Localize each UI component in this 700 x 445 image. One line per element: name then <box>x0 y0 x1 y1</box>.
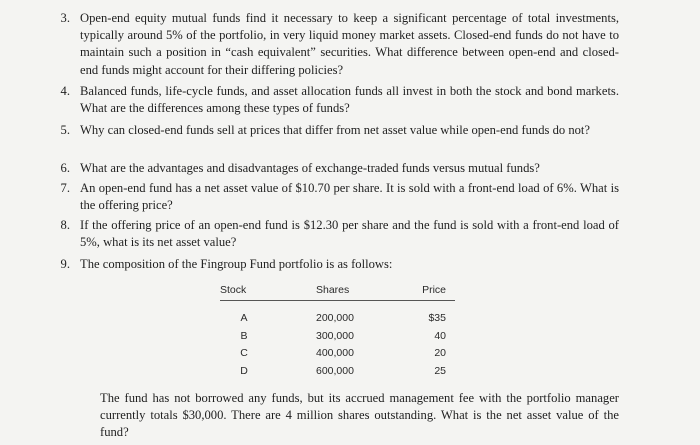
table-header <box>220 284 455 301</box>
question-4 <box>60 83 619 117</box>
header-price: Price <box>422 284 446 296</box>
question-9 <box>60 256 619 273</box>
table-row <box>220 365 455 383</box>
question-number: 8. <box>60 218 70 232</box>
question-text: Why can closed-end funds sell at prices that differ from net asset value while open-end funds do not? <box>80 123 591 137</box>
table-row <box>220 330 455 348</box>
question-8 <box>60 217 619 251</box>
question-number: 6. <box>60 161 70 175</box>
header-shares: Shares <box>316 284 350 296</box>
cell-shares: 400,000 <box>316 347 354 359</box>
cell-stock: A <box>240 312 248 324</box>
question-9-followup: The fund has not borrowed any funds, but its accrued management fee with the portfolio manager currently totals $30,000. There are 4 million shares outstanding. What is the net asset value of the fund? <box>100 391 619 440</box>
header-stock: Stock <box>220 284 247 296</box>
question-text: The composition of the Fingroup Fund portfolio is as follows: <box>80 257 393 271</box>
cell-shares: 600,000 <box>316 364 354 377</box>
question-text: An open-end fund has a net asset value of $10.70 per share. It is sold with a front-end load of 6%. What is the offering price? <box>80 181 619 213</box>
cell-stock: D <box>240 364 248 377</box>
question-number: 7. <box>60 181 70 195</box>
cell-shares: 300,000 <box>316 329 354 342</box>
portfolio-table <box>220 284 455 382</box>
question-3 <box>60 10 619 79</box>
question-text: Balanced funds, life-cycle funds, and asset allocation funds all invest in both the stock and bond markets. What are the differences among these types of funds? <box>80 84 619 116</box>
question-5 <box>60 122 619 139</box>
table-row <box>220 347 455 365</box>
cell-stock: B <box>240 329 248 342</box>
question-number: 4. <box>60 84 70 98</box>
cell-price: 25 <box>434 364 446 377</box>
question-number: 9. <box>60 257 70 271</box>
question-number: 3. <box>60 11 70 25</box>
question-text: What are the advantages and disadvantages of exchange-traded funds versus mutual funds? <box>80 161 540 175</box>
cell-price: 40 <box>434 329 446 342</box>
cell-price: $35 <box>428 312 446 324</box>
cell-shares: 200,000 <box>316 312 354 324</box>
table-row <box>220 312 455 330</box>
cell-price: 20 <box>434 347 446 359</box>
question-7 <box>60 180 619 214</box>
question-number: 5. <box>60 123 70 137</box>
cell-stock: C <box>240 347 248 359</box>
question-6 <box>60 160 619 177</box>
question-text: Open-end equity mutual funds find it necessary to keep a significant percentage of total investments, typically around 5% of the portfolio, in very liquid money market assets. Closed-end funds do not have to maintain such a position in “cash equivalent” securities. What difference between open-end and closed-end funds might account for their differing policies? <box>80 11 619 77</box>
question-text: If the offering price of an open-end fund is $12.30 per share and the fund is sold with a front-end load of 5%, what is its net asset value? <box>80 218 619 250</box>
